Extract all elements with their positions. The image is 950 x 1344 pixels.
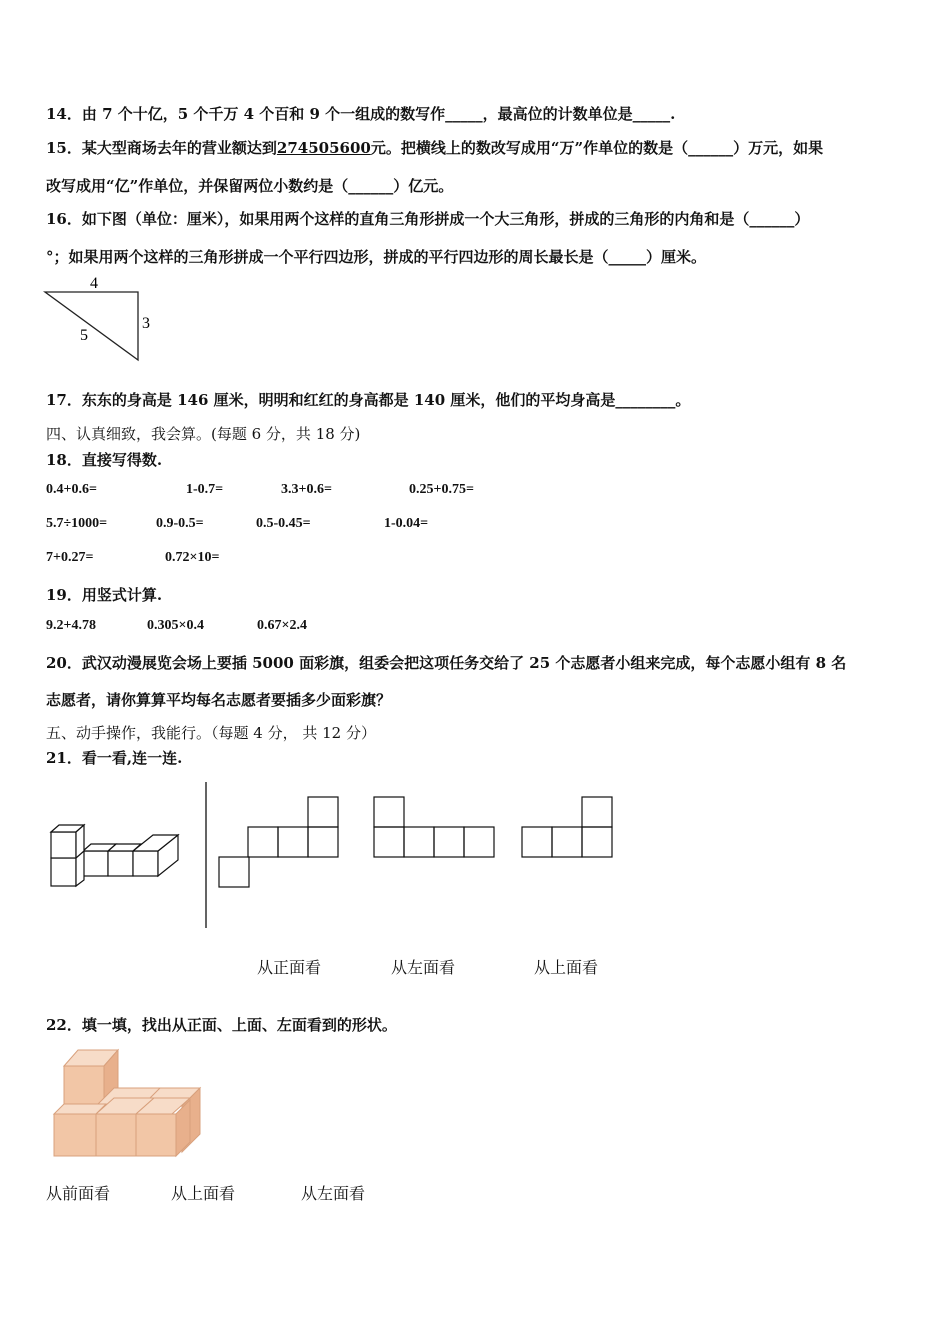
question-21-title: 21．看一看,连一连. — [46, 749, 183, 767]
caption-left-view: 从左面看 — [391, 958, 456, 977]
caption-left: 从左面看 — [301, 1184, 366, 1203]
question-16-line-2: °；如果用两个这样的三角形拼成一个平行四边形，拼成的平行四边形的周长最长是（_____）厘米。 — [46, 248, 707, 266]
question-15-text-a: 15．某大型商场去年的营业额达到 — [46, 139, 277, 157]
caption-top-view: 从上面看 — [534, 958, 599, 977]
revenue-number: 274505600 — [276, 139, 371, 157]
cube-solid-figure — [46, 820, 186, 895]
question-16-line-1: 16．如下图（单位：厘米），如果用两个这样的直角三角形拼成一个大三角形，拼成的三角形的内角和是（______） — [46, 210, 810, 228]
triangle-label-top: 4 — [90, 275, 98, 292]
vertical-calc-item: 9.2+4.78 — [46, 618, 96, 633]
right-triangle-figure — [40, 272, 170, 367]
vertical-divider — [204, 782, 208, 928]
question-18-title: 18．直接写得数. — [46, 451, 163, 469]
triangle-label-hypotenuse: 5 — [80, 327, 88, 344]
vertical-calc-item: 0.67×2.4 — [257, 618, 307, 633]
question-19-title: 19．用竖式计算. — [46, 586, 163, 604]
question-22-title: 22．填一填，找出从正面、上面、左面看到的形状。 — [46, 1016, 397, 1034]
question-15-line-2: 改写成用“亿”作单位，并保留两位小数约是（______）亿元。 — [46, 177, 454, 195]
question-15-line-1 — [46, 137, 823, 158]
view-shape-3 — [521, 796, 615, 860]
calc-item: 0.72×10= — [165, 550, 220, 565]
caption-top: 从上面看 — [171, 1184, 236, 1203]
caption-front: 从前面看 — [46, 1184, 111, 1203]
view-shape-1 — [218, 796, 340, 888]
question-20-line-1: 20．武汉动漫展览会场上要插 5000 面彩旗，组委会把这项任务交给了 25 个志愿者小组来完成，每个志愿小组有 8 名 — [46, 654, 847, 672]
calc-item: 0.25+0.75= — [409, 482, 474, 497]
question-17: 17．东东的身高是 146 厘米，明明和红红的身高都是 140 厘米，他们的平均身高是________。 — [46, 391, 691, 409]
colored-cube-figure — [50, 1048, 210, 1160]
view-shape-2 — [373, 796, 497, 860]
question-15-text-b: 元。把横线上的数改写成用“万”作单位的数是（______）万元，如果 — [370, 139, 824, 157]
section-5-title: 五、动手操作，我能行。（每题 4 分， 共 12 分） — [46, 724, 376, 742]
calc-item: 0.9-0.5= — [156, 516, 204, 531]
calc-item: 5.7÷1000= — [46, 516, 108, 531]
calc-item: 7+0.27= — [46, 550, 94, 565]
calc-item: 0.4+0.6= — [46, 482, 97, 497]
caption-front-view: 从正面看 — [257, 958, 322, 977]
question-14: 14．由 7 个十亿，5 个千万 4 个百和 9 个一组成的数写作_____，最高位的计数单位是_____. — [46, 105, 676, 123]
question-20-line-2: 志愿者，请你算算平均每名志愿者要插多少面彩旗？ — [46, 691, 392, 709]
calc-item: 1-0.04= — [384, 516, 429, 531]
calc-item: 3.3+0.6= — [281, 482, 332, 497]
vertical-calc-item: 0.305×0.4 — [147, 618, 204, 633]
calc-item: 0.5-0.45= — [256, 516, 311, 531]
section-4-title: 四、认真细致，我会算。(每题 6 分，共 18 分) — [46, 425, 361, 443]
calc-item: 1-0.7= — [186, 482, 224, 497]
triangle-label-right: 3 — [142, 315, 150, 332]
